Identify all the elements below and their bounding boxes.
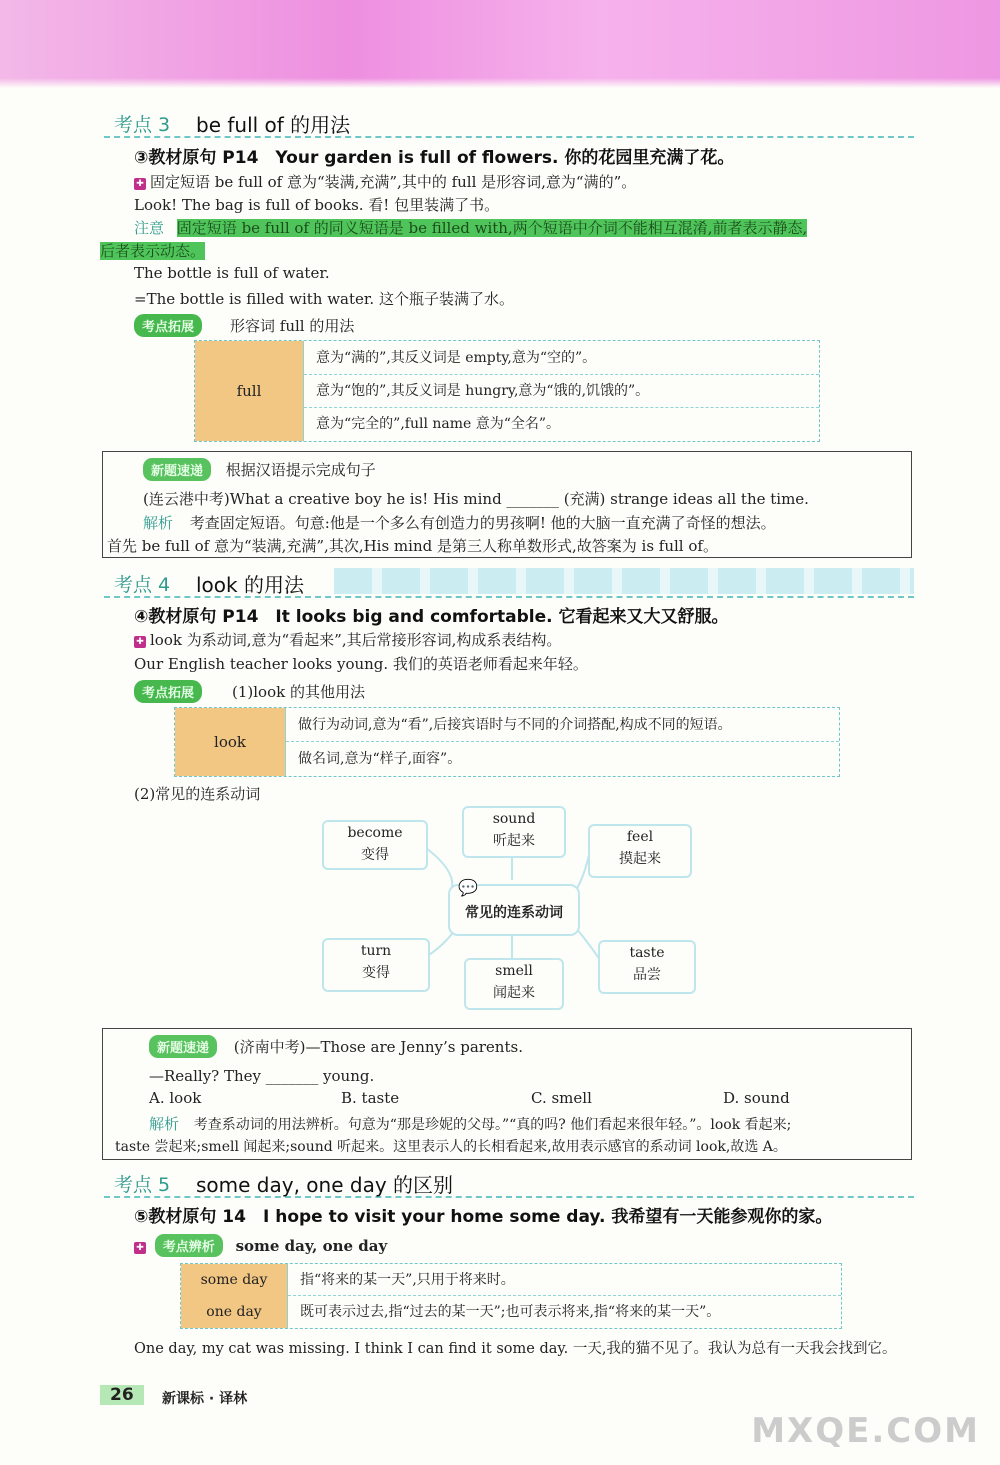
center-label: 常见的连系动词 [465, 905, 563, 921]
node-zh: 摸起来 [619, 851, 661, 867]
table-row: 意为“满的”,其反义词是 empty,意为“空的”。 [304, 341, 819, 375]
node-en: smell [495, 963, 533, 979]
textbook-sentence: ③教材原句 P14 Your garden is full of flowers. 你的花园里充满了花。 [134, 148, 735, 168]
practice-box-kp4 [102, 1028, 912, 1160]
analysis-text: taste 尝起来;smell 闻起来;sound 听起来。这里表示人的长相看起来,故用表示感官的系动词 look,故选 A。 [115, 1139, 787, 1155]
watermark: MXQE.COM [751, 1411, 980, 1451]
section-number: 考点 3 [114, 114, 171, 136]
note-text: 固定短语 be full of 的同义短语是 be filled with,两个短语中介词不能相互混淆,前者表示静态, [176, 219, 808, 237]
node-zh: 听起来 [493, 833, 535, 849]
analysis-text: 考查固定短语。句意:他是一个多么有创造力的男孩啊! 他的大脑一直充满了奇怪的想法。 [189, 514, 776, 532]
table-word: full [236, 382, 262, 400]
mindmap-node-sound [462, 806, 566, 858]
node-en: sound [492, 811, 536, 827]
page-number: 26 [100, 1385, 144, 1405]
note-text-2: 后者表示动态。 [100, 242, 206, 260]
table-word-cell: one day [181, 1296, 288, 1328]
practice-question: (连云港中考)What a creative boy he is! His mind _______ (充满) strange ideas all the time. [143, 490, 809, 508]
practice-tag: 新题速递 [143, 458, 211, 481]
option-c: C. smell [531, 1089, 592, 1107]
example-sentence: Our English teacher looks young. 我们的英语老师看起来年轻。 [134, 655, 588, 673]
node-zh: 变得 [361, 847, 389, 863]
node-zh: 变得 [362, 965, 390, 981]
explanation-text: 固定短语 be full of 意为“装满,充满”,其中的 full 是形容词,意为“满的”。 [150, 173, 637, 191]
option-d: D. sound [723, 1089, 790, 1107]
table-row: 做行为动词,意为“看”,后接宾语时与不同的介词搭配,构成不同的短语。 [286, 708, 839, 742]
example-sentence: Look! The bag is full of books. 看! 包里装满了书。 [134, 196, 500, 214]
mindmap-node-taste [598, 940, 696, 994]
table-row: 做名词,意为“样子,面容”。 [298, 751, 462, 767]
table-word: look [214, 733, 246, 751]
practice-tag: 新题速递 [149, 1035, 217, 1058]
textbook-sentence: ⑤教材原句 14 I hope to visit your home some day. 我希望有一天能参观你的家。 [134, 1207, 833, 1227]
note-label: 注意 [134, 219, 165, 237]
subheading: (2)常见的连系动词 [134, 785, 261, 803]
note-icon: ✚ [134, 1242, 146, 1254]
mindmap-center [448, 878, 580, 936]
comparison-title: some day, one day [235, 1237, 388, 1255]
section-title: be full of 的用法 [196, 113, 351, 137]
table-row: 意为“饱的”,其反义词是 hungry,意为“饿的,饥饿的”。 [304, 375, 819, 408]
extension-tag: 考点拓展 [134, 314, 202, 337]
table-row: 既可表示过去,指“过去的某一天”;也可表示将来,指“将来的某一天”。 [300, 1304, 721, 1320]
section-number: 考点 5 [114, 1174, 171, 1196]
node-en: feel [626, 829, 654, 845]
table-word-cell: some day [181, 1264, 288, 1297]
node-zh: 闻起来 [493, 985, 535, 1001]
practice-question: —Really? They _______ young. [149, 1067, 375, 1085]
someday-oneday-table [180, 1263, 842, 1329]
practice-header [149, 1035, 523, 1058]
analysis-label: 解析 [143, 514, 174, 532]
explanation-text: look 为系动词,意为“看起来”,其后常接形容词,构成系表结构。 [150, 631, 562, 649]
node-zh: 品尝 [633, 967, 661, 983]
analysis-text: 首先 be full of 意为“装满,充满”,其次,His mind 是第三人称单数形式,故答案为 is full of。 [107, 537, 718, 555]
analysis-text: 考查系动词的用法辨析。句意为“那是珍妮的父母。”“真的吗? 他们看起来很年轻。”。look 看起来; [193, 1117, 792, 1133]
mindmap-node-smell [464, 958, 564, 1010]
option-a: A. look [149, 1089, 202, 1107]
note-icon: ✚ [134, 178, 146, 190]
comparison-tag: 考点辨析 [155, 1234, 223, 1257]
mindmap-node-become [322, 820, 428, 870]
section-header-kp5 [104, 1168, 914, 1198]
mindmap-node-feel [588, 824, 692, 878]
practice-question: (济南中考)—Those are Jenny’s parents. [233, 1038, 523, 1056]
extension-title: 形容词 full 的用法 [230, 317, 355, 335]
section-title: look 的用法 [196, 573, 304, 597]
option-b: B. taste [341, 1089, 400, 1107]
analysis-label: 解析 [149, 1115, 180, 1133]
comparison-header [134, 1234, 387, 1257]
example-sentence: =The bottle is filled with water. 这个瓶子装满了水。 [134, 290, 514, 308]
mindmap-node-turn [322, 938, 430, 992]
section-title: some day, one day 的区别 [196, 1173, 454, 1197]
brand-label: 新课标 · 译林 [162, 1391, 248, 1407]
textbook-sentence: ④教材原句 P14 It looks big and comfortable. 它看起来又大又舒服。 [134, 607, 729, 627]
table-row: 指“将来的某一天”,只用于将来时。 [288, 1264, 841, 1296]
node-en: become [347, 825, 403, 841]
node-en: taste [629, 945, 665, 961]
table-row: 意为“完全的”,full name 意为“全名”。 [316, 416, 561, 432]
chat-bubble-icon: 💬 [458, 878, 478, 897]
section-number: 考点 4 [114, 574, 171, 596]
note-icon: ✚ [134, 636, 146, 648]
node-en: turn [360, 943, 392, 959]
extension-tag: 考点拓展 [134, 680, 202, 703]
analysis-line [149, 1113, 791, 1134]
example-sentence: The bottle is full of water. [134, 264, 330, 282]
extension-title: (1)look 的其他用法 [232, 683, 365, 701]
practice-instruction: 根据汉语提示完成句子 [225, 461, 376, 479]
example-sentence: One day, my cat was missing. I think I can find it some day. 一天,我的猫不见了。我认为总有一天我会找到它。 [134, 1341, 897, 1357]
